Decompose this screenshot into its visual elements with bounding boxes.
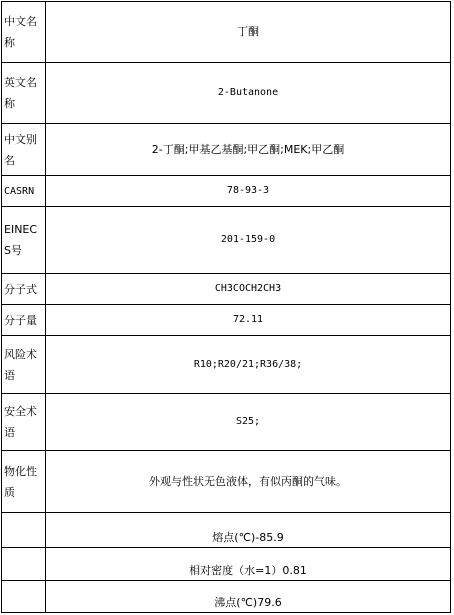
row-label xyxy=(2,548,46,581)
table-row xyxy=(2,513,451,548)
row-value: 沸点(℃)79.6 xyxy=(46,581,451,613)
table-row xyxy=(2,305,451,336)
row-label xyxy=(2,581,46,613)
row-label: 中文名称 xyxy=(2,2,46,63)
row-value: CH3COCH2CH3 xyxy=(46,274,451,305)
row-label: 风险术语 xyxy=(2,336,46,394)
row-label: 物化性质 xyxy=(2,451,46,513)
row-value: R10;R20/21;R36/38; xyxy=(46,336,451,394)
row-label: EINECS号 xyxy=(2,207,46,274)
table-row xyxy=(2,63,451,124)
row-value: S25; xyxy=(46,394,451,451)
row-value: 丁酮 xyxy=(46,2,451,63)
row-value: 外观与性状无色液体，有似丙酮的气味。 xyxy=(46,451,451,513)
row-value: 78-93-3 xyxy=(46,176,451,207)
row-label: 英文名称 xyxy=(2,63,46,124)
row-label: 分子式 xyxy=(2,274,46,305)
row-label: 中文别名 xyxy=(2,124,46,176)
row-value: 201-159-0 xyxy=(46,207,451,274)
row-value: 2-丁酮;甲基乙基酮;甲乙酮;MEK;甲乙酮 xyxy=(46,124,451,176)
table-row xyxy=(2,336,451,394)
row-label: CASRN xyxy=(2,176,46,207)
property-table xyxy=(1,1,451,613)
table-row xyxy=(2,2,451,63)
row-label xyxy=(2,513,46,548)
row-value: 72.11 xyxy=(46,305,451,336)
row-value: 2-Butanone xyxy=(46,63,451,124)
table-row xyxy=(2,581,451,613)
table-row xyxy=(2,124,451,176)
table-row xyxy=(2,451,451,513)
table-row xyxy=(2,274,451,305)
table-row xyxy=(2,548,451,581)
table-row xyxy=(2,394,451,451)
row-value: 相对密度（水=1）0.81 xyxy=(46,548,451,581)
row-value: 熔点(℃)-85.9 xyxy=(46,513,451,548)
table-row xyxy=(2,207,451,274)
row-label: 分子量 xyxy=(2,305,46,336)
row-label: 安全术语 xyxy=(2,394,46,451)
table-row xyxy=(2,176,451,207)
